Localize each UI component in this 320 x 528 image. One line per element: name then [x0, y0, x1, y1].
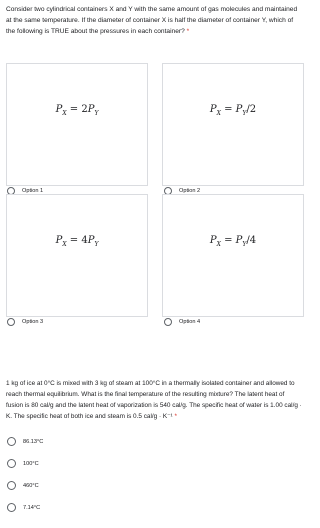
option-1-image	[6, 63, 148, 186]
option-1-label: Option 1	[22, 188, 44, 194]
question-1-text	[6, 4, 302, 37]
answer-label: 86.13°C	[23, 438, 44, 445]
answer-option[interactable]	[7, 459, 39, 468]
answer-radio[interactable]	[7, 459, 16, 468]
option-2-label: Option 2	[179, 188, 201, 194]
answer-label: 460°C	[23, 482, 39, 489]
question-2-text	[6, 378, 303, 422]
required-marker: *	[174, 413, 177, 420]
option-3-image	[6, 194, 148, 317]
answer-option[interactable]	[7, 437, 43, 446]
option-4-formula: $P_X = P_Y/4$	[209, 235, 257, 248]
option-3-label: Option 3	[22, 319, 44, 325]
answer-radio[interactable]	[7, 481, 16, 490]
option-3-formula: $P_X = 4P_Y$	[55, 235, 99, 248]
answer-radio[interactable]	[7, 437, 16, 446]
option-2-formula: $P_X = P_Y/2$	[209, 104, 257, 117]
required-marker: *	[186, 28, 190, 35]
option-4-label: Option 4	[179, 319, 201, 325]
question-2-body: 1 kg of ice at 0°C is mixed with 3 kg of steam at 100°C in a thermally isolated container and allowed to reach thermal equilibrium. What is the final temperature of the resulting mixture? The latent heat of fusion is 80 cal/g and the latent heat of vaporization is 540 cal/g. The specific heat of water is 1.00 cal/g · K. The specific heat of both ice and steam is 0.5 cal/g · K⁻¹	[6, 380, 302, 420]
option-3-radio[interactable]	[7, 318, 15, 326]
option-2-image	[162, 63, 304, 186]
question-1-body: Consider two cylindrical containers X and Y with the same amount of gas molecules and maintained at the same temperature. If the diameter of container X is half the diameter of container Y, which of the following is TRUE about the pressures in each container?	[6, 6, 298, 35]
option-3[interactable]	[7, 318, 43, 326]
answer-radio[interactable]	[7, 503, 16, 512]
answer-option[interactable]	[7, 481, 39, 490]
answer-option[interactable]	[7, 503, 40, 512]
option-1-formula: $P_X = 2P_Y$	[55, 104, 99, 117]
option-4[interactable]	[164, 318, 200, 326]
option-4-image	[162, 194, 304, 317]
option-4-radio[interactable]	[164, 318, 172, 326]
answer-label: 100°C	[23, 460, 39, 467]
answer-label: 7.14°C	[23, 504, 41, 511]
